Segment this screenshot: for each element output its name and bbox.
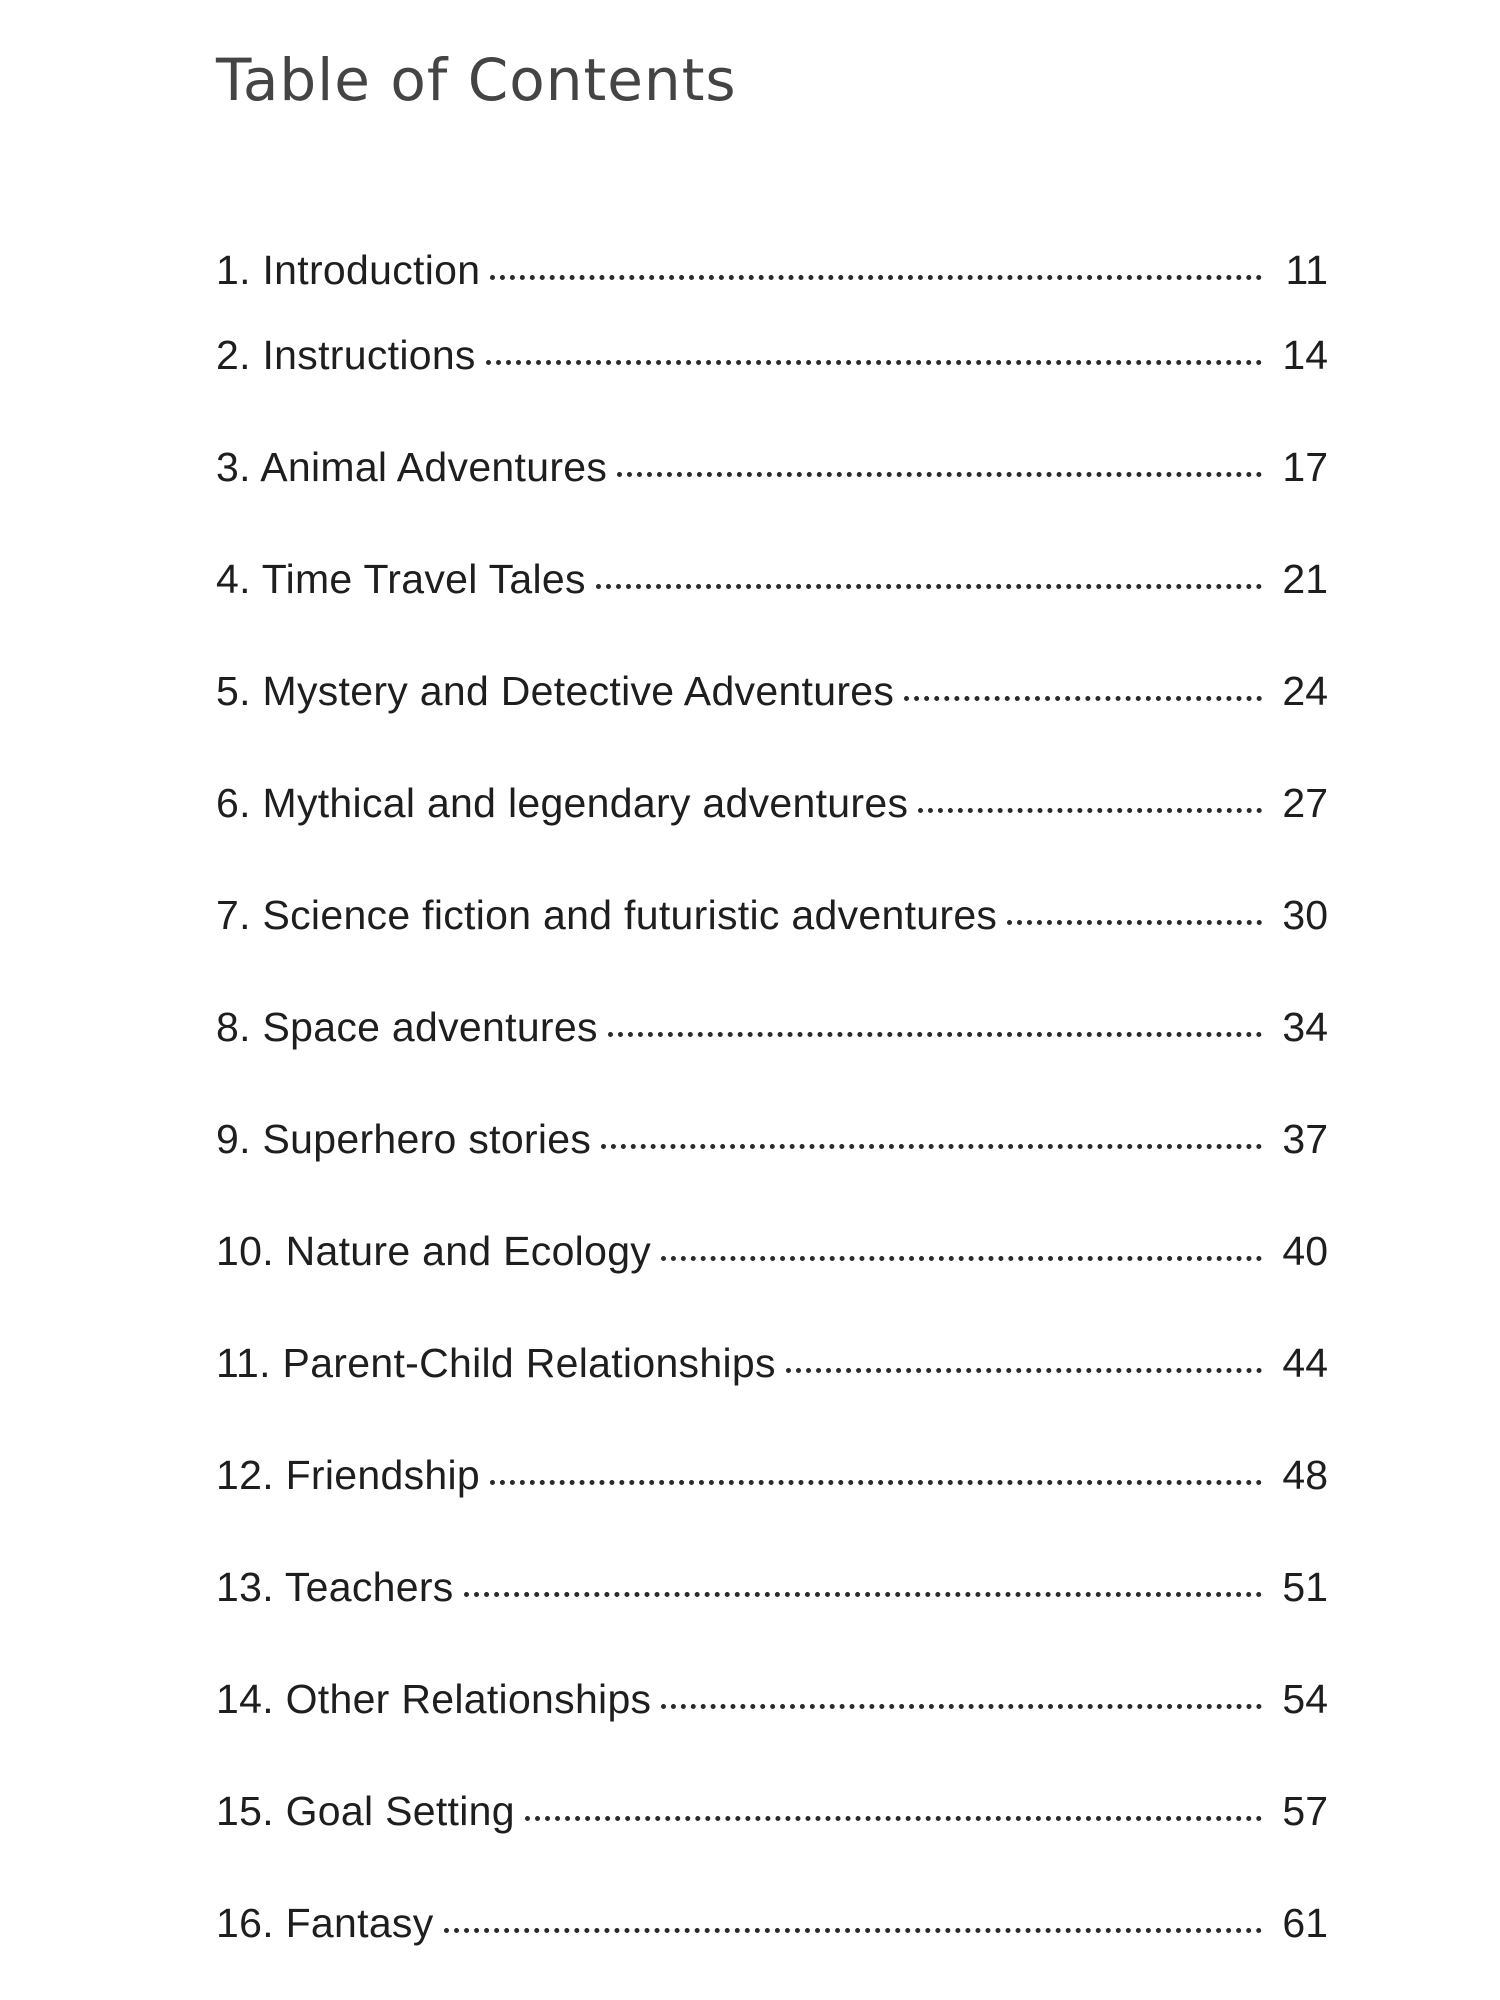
- toc-entry-page-number: 57: [1282, 1788, 1328, 1834]
- toc-entry-parent-child[interactable]: [216, 1331, 1328, 1395]
- toc-entry-page-number: 17: [1282, 444, 1328, 490]
- toc-entry-page-number: 40: [1282, 1228, 1328, 1274]
- dot-leader: [617, 472, 1262, 477]
- toc-entry-page-number: 54: [1282, 1676, 1328, 1722]
- toc-entry-page-number: 44: [1282, 1340, 1328, 1386]
- toc-entry-space-adventures[interactable]: [216, 995, 1328, 1059]
- dot-leader: [601, 1144, 1262, 1149]
- dot-leader: [486, 360, 1262, 365]
- toc-entry-instructions[interactable]: [216, 323, 1328, 387]
- toc-entry-other-relationships[interactable]: [216, 1667, 1328, 1731]
- toc-entry-label: 1. Introduction: [216, 247, 481, 293]
- toc-entry-page-number: 24: [1282, 668, 1328, 714]
- toc-entry-animal-adventures[interactable]: [216, 435, 1328, 499]
- toc-entry-label: 10. Nature and Ecology: [216, 1228, 652, 1274]
- dot-leader: [490, 275, 1262, 280]
- page-title: Table of Contents: [216, 46, 737, 114]
- toc-entry-page-number: 21: [1282, 556, 1328, 602]
- toc-entry-label: 13. Teachers: [216, 1564, 454, 1610]
- toc-entry-label: 16. Fantasy: [216, 1900, 434, 1946]
- toc-list: [216, 238, 1328, 1955]
- toc-entry-page-number: 51: [1282, 1564, 1328, 1610]
- toc-entry-mystery-detective[interactable]: [216, 659, 1328, 723]
- dot-leader: [490, 1480, 1262, 1485]
- toc-entry-label: 15. Goal Setting: [216, 1788, 515, 1834]
- toc-entry-page-number: 14: [1282, 332, 1328, 378]
- toc-entry-label: 8. Space adventures: [216, 1004, 598, 1050]
- toc-entry-label: 12. Friendship: [216, 1452, 481, 1498]
- dot-leader: [1007, 920, 1262, 925]
- dot-leader: [661, 1704, 1262, 1709]
- dot-leader: [608, 1032, 1262, 1037]
- toc-entry-page-number: 48: [1282, 1452, 1328, 1498]
- toc-entry-fantasy[interactable]: [216, 1891, 1328, 1955]
- dot-leader: [596, 584, 1262, 589]
- toc-entry-label: 14. Other Relationships: [216, 1676, 652, 1722]
- toc-entry-page-number: 11: [1285, 247, 1328, 293]
- dot-leader: [444, 1928, 1262, 1933]
- toc-entry-page-number: 61: [1282, 1900, 1328, 1946]
- toc-entry-label: 2. Instructions: [216, 332, 476, 378]
- toc-entry-page-number: 37: [1282, 1116, 1328, 1162]
- toc-entry-nature-ecology[interactable]: [216, 1219, 1328, 1283]
- toc-entry-page-number: 30: [1282, 892, 1328, 938]
- toc-entry-superhero-stories[interactable]: [216, 1107, 1328, 1171]
- toc-entry-label: 4. Time Travel Tales: [216, 556, 586, 602]
- dot-leader: [786, 1368, 1262, 1373]
- toc-entry-label: 6. Mythical and legendary adventures: [216, 780, 909, 826]
- toc-entry-mythical-legendary[interactable]: [216, 771, 1328, 835]
- toc-entry-label: 7. Science fiction and futuristic adventures: [216, 892, 998, 938]
- toc-entry-introduction[interactable]: [216, 238, 1328, 302]
- toc-entry-friendship[interactable]: [216, 1443, 1328, 1507]
- toc-entry-goal-setting[interactable]: [216, 1779, 1328, 1843]
- dot-leader: [525, 1816, 1262, 1821]
- toc-entry-page-number: 27: [1282, 780, 1328, 826]
- toc-entry-label: 9. Superhero stories: [216, 1116, 592, 1162]
- dot-leader: [918, 808, 1262, 813]
- dot-leader: [464, 1592, 1262, 1597]
- toc-entry-label: 3. Animal Adventures: [216, 444, 608, 490]
- toc-entry-label: 11. Parent-Child Relationships: [216, 1340, 776, 1386]
- dot-leader: [661, 1256, 1262, 1261]
- dot-leader: [904, 696, 1262, 701]
- toc-entry-time-travel-tales[interactable]: [216, 547, 1328, 611]
- toc-entry-label: 5. Mystery and Detective Adventures: [216, 668, 895, 714]
- toc-entry-page-number: 34: [1282, 1004, 1328, 1050]
- toc-entry-science-fiction[interactable]: [216, 883, 1328, 947]
- toc-entry-teachers[interactable]: [216, 1555, 1328, 1619]
